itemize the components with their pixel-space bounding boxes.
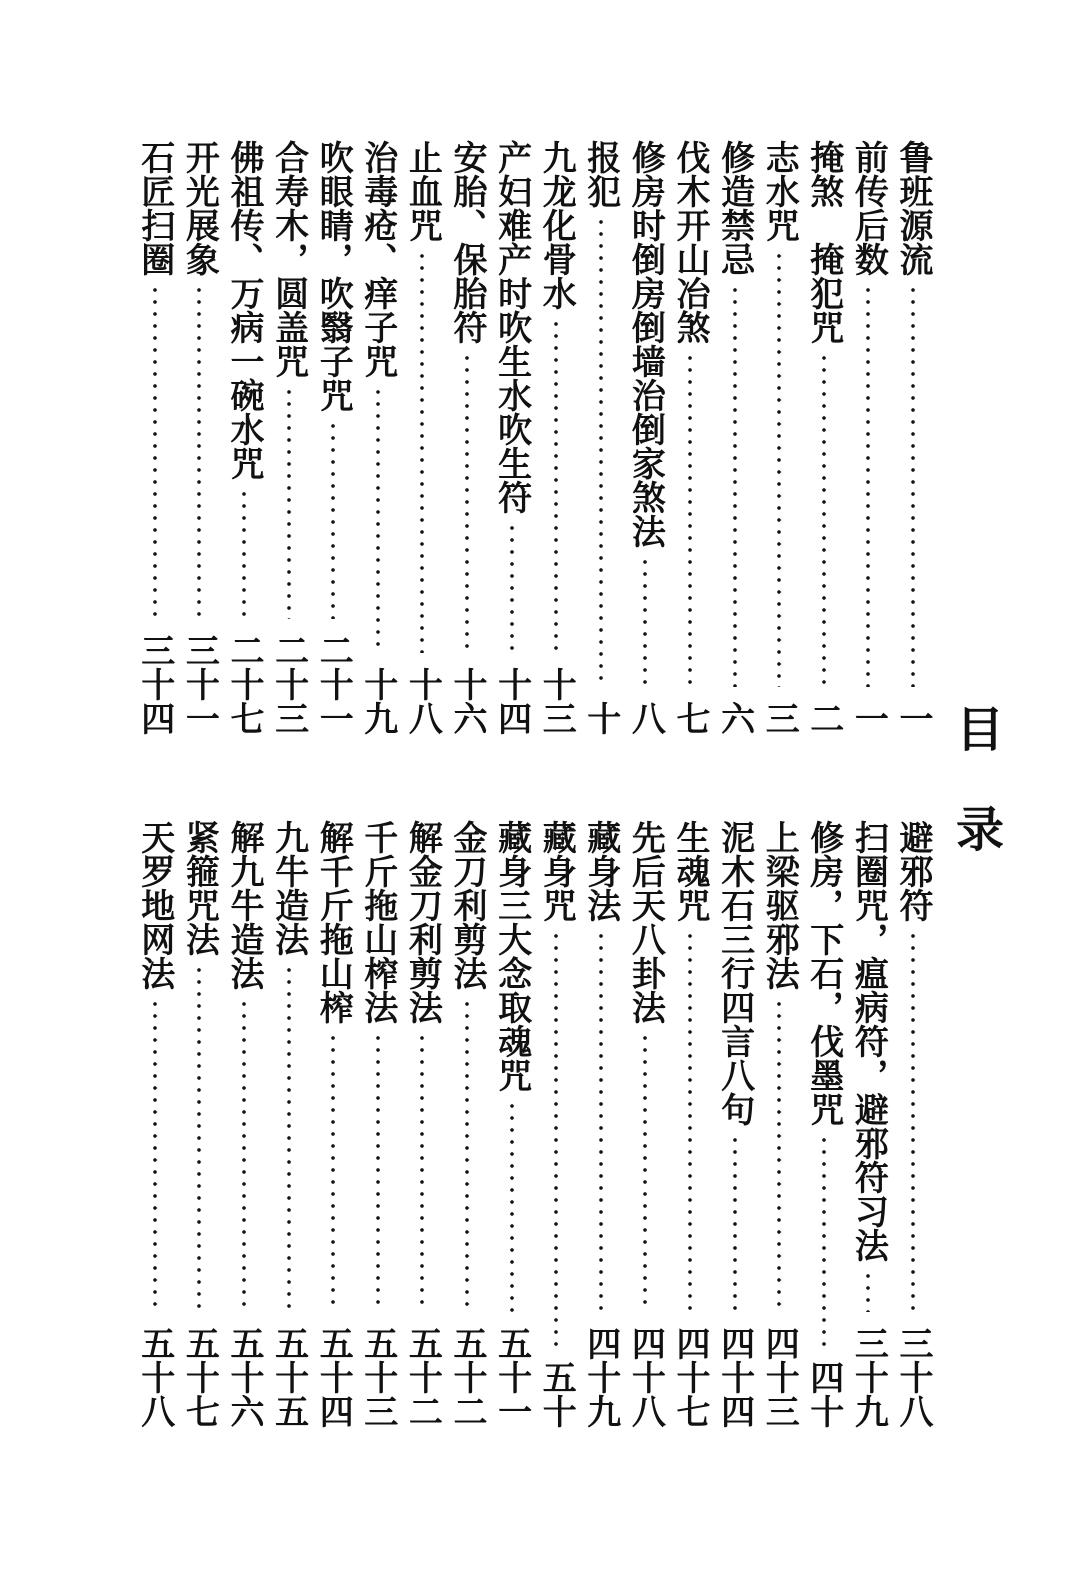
toc-entry-title: 九牛造法 [268,820,309,956]
toc-entry [713,820,757,1428]
dot-leader [287,964,291,1312]
dot-leader [287,386,291,619]
dot-leader [643,556,647,687]
toc-entry-page: 五十二 [402,1326,443,1428]
toc-entry-page: 五十 [536,1360,577,1428]
dot-leader [599,216,603,687]
toc-entry [802,140,846,735]
dot-leader [465,352,469,653]
toc-entry-page: 八 [625,701,666,735]
toc-entry [668,820,712,1428]
toc-entry [222,820,266,1428]
toc-entry-title: 鲁班源流 [893,140,933,276]
toc-entry [267,140,311,735]
toc-entry [668,140,712,735]
dot-leader [643,1032,647,1312]
toc-entry [757,820,801,1428]
toc-entry-title: 避邪符 [893,820,933,922]
toc-entry-page: 五十二 [447,1326,487,1428]
dot-leader [420,250,424,653]
toc-entry-title: 藏身咒 [536,820,577,922]
toc-entry-title: 伐木开山冶煞 [670,140,710,344]
toc-entry [579,820,623,1428]
toc-entry-title: 上梁驱邪法 [759,820,800,990]
toc-entry [846,820,890,1428]
toc-entry [133,140,177,735]
toc-entry-title: 金刀利剪法 [447,820,487,990]
dot-leader [599,930,603,1312]
toc-entry-title: 产妇难产时吹生水吹生符 [491,140,532,514]
toc-entry-page: 七 [670,701,710,735]
toc-entry [267,820,311,1428]
dot-leader [242,998,246,1312]
toc-entry [356,820,400,1428]
toc-entry-page: 二十七 [224,633,264,735]
toc-entry-page: 四十九 [580,1326,621,1428]
toc-entry [445,140,489,735]
toc-entry-title: 紧箍咒法 [179,820,220,956]
toc-heading-char-2: 录 [955,802,1004,858]
toc-entry-title: 修房，下石，伐墨咒 [803,820,844,1126]
toc-entry-page: 十九 [357,667,398,735]
toc-entry-title: 开光展象 [179,140,220,276]
toc-entry-title: 千斤拖山榨法 [357,820,398,1024]
dot-leader [510,1100,514,1312]
toc-entry [311,140,355,735]
toc-entry-title: 天罗地网法 [134,820,175,990]
toc-entry-title: 扫圈咒，瘟病符，避邪符习法 [848,820,889,1262]
toc-entry [400,820,444,1428]
toc-entry [222,140,266,735]
toc-entry-page: 十六 [447,667,487,735]
toc-entry [579,140,623,735]
toc-entry-page: 三十一 [179,633,220,735]
toc-entry [534,140,578,735]
dot-leader [911,930,915,1312]
toc-entry-page: 三 [759,701,800,735]
toc-entry-page: 六 [714,701,755,735]
toc-heading-char-1: 目 [955,702,1004,758]
dot-leader [688,930,692,1312]
toc-entry-page: 二十三 [268,633,309,735]
toc-entry-page: 四十 [803,1360,844,1428]
toc-entry-page: 五十四 [313,1326,354,1428]
dot-leader [688,352,692,687]
toc-entry-page: 五十三 [357,1326,398,1428]
dot-leader [376,386,380,653]
toc-entry-page: 五十七 [179,1326,220,1428]
toc-entry [891,820,935,1428]
toc-entry-title: 佛祖传、万病一碗水咒 [224,140,264,480]
dot-leader [866,1270,870,1312]
dot-leader [376,1032,380,1312]
toc-entry-title: 解九牛造法 [224,820,264,990]
toc-entry [713,140,757,735]
toc-entry-page: 五十一 [491,1326,532,1428]
toc-entry [623,820,667,1428]
toc-entry-page: 一 [893,701,933,735]
toc-entry-page: 三十四 [134,633,175,735]
dot-leader [197,284,201,619]
dot-leader [420,1032,424,1312]
dot-leader [242,488,246,619]
toc-entry-page: 五十六 [224,1326,264,1428]
toc-entry-page: 四十三 [759,1326,800,1428]
dot-leader [510,522,514,653]
dot-leader [197,964,201,1312]
toc-entry-page: 四十四 [714,1326,755,1428]
dot-leader [777,998,781,1312]
toc-entry-title: 解金刀利剪法 [402,820,443,1024]
dot-leader [733,284,737,687]
toc-entry-title: 志水咒 [759,140,800,242]
dot-leader [465,998,469,1312]
dot-leader [866,284,870,687]
toc-entry-title: 安胎、保胎符 [447,140,487,344]
toc-entry [356,140,400,735]
toc-entry [490,140,534,735]
toc-entry-title: 藏身三大念取魂咒 [491,820,532,1092]
toc-entry-title: 掩煞 掩犯咒 [803,140,844,344]
dot-leader [331,420,335,619]
toc-entry [757,140,801,735]
dot-leader [331,1032,335,1312]
toc-entry-title: 前传后数 [848,140,889,276]
dot-leader [153,998,157,1312]
toc-entry-page: 二十一 [313,633,354,735]
toc-heading [950,700,1010,860]
dot-leader [777,250,781,687]
dot-leader [554,318,558,653]
toc-entry-title: 泥木石三行四言八句 [714,820,755,1126]
dot-leader [911,284,915,687]
toc-entry-title: 九龙化骨水 [536,140,577,310]
toc-entry-title: 先后天八卦法 [625,820,666,1024]
toc-entry-title: 藏身法 [580,820,621,922]
toc-entry-title: 解千斤拖山榨 [313,820,354,1024]
toc-entry-title: 止血咒 [402,140,443,242]
toc-entry-page: 五十五 [268,1326,309,1428]
dot-leader [822,1134,826,1346]
toc-entry-title: 生魂咒 [670,820,710,922]
toc-entry [133,820,177,1428]
toc-entry-page: 十三 [536,667,577,735]
toc-entry [846,140,890,735]
toc-entry [400,140,444,735]
dot-leader [822,352,826,687]
toc-entry-page: 十 [580,701,621,735]
toc-entry-page: 十四 [491,667,532,735]
toc-entry [534,820,578,1428]
toc-entry-title: 石匠扫圈 [134,140,175,276]
dot-leader [733,1134,737,1312]
toc-entry [445,820,489,1428]
toc-entry [802,820,846,1428]
toc-entry [623,140,667,735]
toc-entry [177,820,221,1428]
toc-entry [311,820,355,1428]
toc-entry-page: 一 [848,701,889,735]
dot-leader [554,930,558,1346]
toc-entry-title: 报犯 [580,140,621,208]
toc-entry-title: 修造禁忌 [714,140,755,276]
toc-entry-page: 四十七 [670,1326,710,1428]
toc-entry-page: 五十八 [134,1326,175,1428]
toc-entry [177,140,221,735]
toc-entry-page: 四十八 [625,1326,666,1428]
toc-entry [891,140,935,735]
toc-entry-title: 合寿木，圆盖咒 [268,140,309,378]
toc-entry-page: 三十八 [893,1326,933,1428]
toc-entry-page: 二 [803,701,844,735]
toc-entry [490,820,534,1428]
toc-entry-page: 十八 [402,667,443,735]
toc-entry-page: 三十九 [848,1326,889,1428]
toc-entry-title: 修房时倒房倒墙治倒家煞法 [625,140,666,548]
toc-entry-title: 吹眼睛，吹翳子咒 [313,140,354,412]
dot-leader [153,284,157,619]
toc-entry-title: 治毒疮、痒子咒 [357,140,398,378]
